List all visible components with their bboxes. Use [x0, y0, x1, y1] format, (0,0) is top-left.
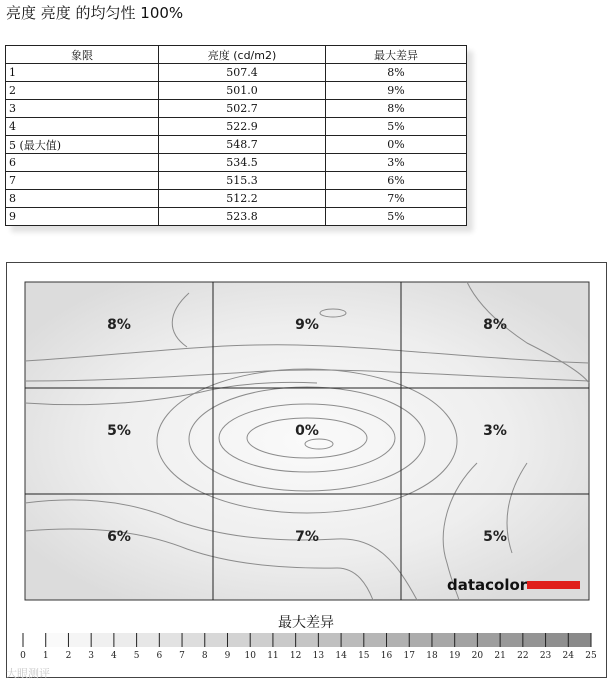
- scale-swatch: [91, 633, 114, 647]
- luminance-cell: 512.2: [159, 190, 326, 208]
- quadrant-cell: 4: [6, 118, 159, 136]
- scale-swatch: [23, 633, 46, 647]
- header-max-diff: 最大差异: [326, 46, 467, 64]
- scale-swatch: [568, 633, 591, 647]
- quadrant-cell: 3: [6, 100, 159, 118]
- table-row: [6, 208, 467, 226]
- luminance-cell: 507.4: [159, 64, 326, 82]
- table-row: [6, 100, 467, 118]
- uniformity-chart: [7, 263, 606, 677]
- table-row: [6, 64, 467, 82]
- scale-tick-label: 1: [42, 651, 49, 661]
- quadrant-cell: 2: [6, 82, 159, 100]
- scale-swatch: [432, 633, 455, 647]
- max-diff-cell: 5%: [326, 118, 467, 136]
- scale-tick-label: 3: [88, 651, 95, 661]
- luminance-cell: 534.5: [159, 154, 326, 172]
- scale-tick-label: 11: [267, 651, 279, 661]
- scale-title: 最大差异: [278, 615, 334, 631]
- scale-swatch: [409, 633, 432, 647]
- scale-swatch: [68, 633, 91, 647]
- brand-text: datacolor: [447, 576, 528, 594]
- max-diff-cell: 8%: [326, 100, 467, 118]
- watermark: 大眼测评: [6, 667, 50, 680]
- scale-swatch: [546, 633, 569, 647]
- cell-label: 6%: [107, 529, 131, 545]
- scale-swatch: [114, 633, 137, 647]
- scale-swatch: [318, 633, 341, 647]
- max-diff-cell: 5%: [326, 208, 467, 226]
- luminance-cell: 548.7: [159, 136, 326, 154]
- header-quadrant: 象限: [6, 46, 159, 64]
- scale-tick-label: 16: [380, 651, 393, 661]
- scale-tick-label: 24: [562, 651, 575, 661]
- scale-tick-label: 17: [403, 651, 415, 661]
- table-row: [6, 172, 467, 190]
- scale-swatch: [341, 633, 364, 647]
- scale-tick-label: 7: [179, 651, 185, 661]
- luminance-table-container: [5, 45, 467, 226]
- scale-swatch: [46, 633, 69, 647]
- table-row: [6, 118, 467, 136]
- page-title: 亮度 亮度 的均匀性 100%: [6, 4, 184, 22]
- quadrant-cell: 5 (最大值): [6, 136, 159, 154]
- cell-label: 8%: [107, 317, 131, 333]
- scale-tick-label: 6: [156, 651, 163, 661]
- scale-tick-label: 18: [426, 651, 438, 661]
- color-scale: [20, 633, 597, 661]
- scale-swatch: [205, 633, 228, 647]
- scale-swatch: [137, 633, 160, 647]
- max-diff-cell: 7%: [326, 190, 467, 208]
- scale-swatch: [159, 633, 182, 647]
- quadrant-cell: 6: [6, 154, 159, 172]
- scale-tick-label: 10: [244, 651, 256, 661]
- luminance-cell: 501.0: [159, 82, 326, 100]
- scale-tick-label: 25: [585, 651, 597, 661]
- quadrant-cell: 7: [6, 172, 159, 190]
- max-diff-cell: 8%: [326, 64, 467, 82]
- scale-swatch: [500, 633, 523, 647]
- table-header-row: [6, 46, 467, 64]
- scale-tick-label: 21: [494, 651, 506, 661]
- luminance-cell: 502.7: [159, 100, 326, 118]
- header-luminance: 亮度 (cd/m2): [159, 46, 326, 64]
- scale-tick-label: 4: [111, 651, 117, 661]
- max-diff-cell: 9%: [326, 82, 467, 100]
- scale-tick-label: 14: [335, 651, 347, 661]
- scale-swatch: [455, 633, 478, 647]
- max-diff-cell: 6%: [326, 172, 467, 190]
- quadrant-cell: 9: [6, 208, 159, 226]
- scale-tick-label: 0: [20, 651, 26, 661]
- table-row: [6, 154, 467, 172]
- uniformity-figure: [6, 262, 607, 678]
- cell-label: 9%: [295, 317, 319, 333]
- max-diff-cell: 3%: [326, 154, 467, 172]
- scale-tick-label: 5: [133, 651, 140, 661]
- scale-swatch: [364, 633, 387, 647]
- quadrant-cell: 1: [6, 64, 159, 82]
- scale-tick-label: 12: [289, 651, 302, 661]
- scale-swatch: [387, 633, 410, 647]
- luminance-cell: 515.3: [159, 172, 326, 190]
- cell-label: 5%: [483, 529, 507, 545]
- scale-swatch: [182, 633, 205, 647]
- luminance-cell: 523.8: [159, 208, 326, 226]
- brand-red-bar: [527, 581, 580, 589]
- cell-label: 8%: [483, 317, 507, 333]
- scale-tick-label: 20: [471, 651, 484, 661]
- luminance-table: [5, 45, 467, 226]
- scale-tick-label: 8: [201, 651, 208, 661]
- scale-swatch: [227, 633, 250, 647]
- scale-swatch: [523, 633, 546, 647]
- scale-tick-label: 19: [448, 651, 461, 661]
- table-row: [6, 82, 467, 100]
- scale-tick-label: 22: [517, 651, 529, 661]
- scale-tick-label: 9: [224, 651, 231, 661]
- quadrant-cell: 8: [6, 190, 159, 208]
- scale-tick-label: 23: [539, 651, 552, 661]
- scale-tick-label: 15: [358, 651, 370, 661]
- scale-swatch: [296, 633, 319, 647]
- luminance-cell: 522.9: [159, 118, 326, 136]
- scale-tick-label: 13: [312, 651, 325, 661]
- cell-label: 7%: [295, 529, 319, 545]
- max-diff-cell: 0%: [326, 136, 467, 154]
- scale-swatch: [273, 633, 296, 647]
- table-row: [6, 190, 467, 208]
- table-row: [6, 136, 467, 154]
- cell-label: 5%: [107, 423, 131, 439]
- scale-tick-label: 2: [65, 651, 72, 661]
- cell-label: 0%: [295, 423, 319, 439]
- scale-swatch: [250, 633, 273, 647]
- cell-label: 3%: [483, 423, 507, 439]
- scale-swatch: [477, 633, 500, 647]
